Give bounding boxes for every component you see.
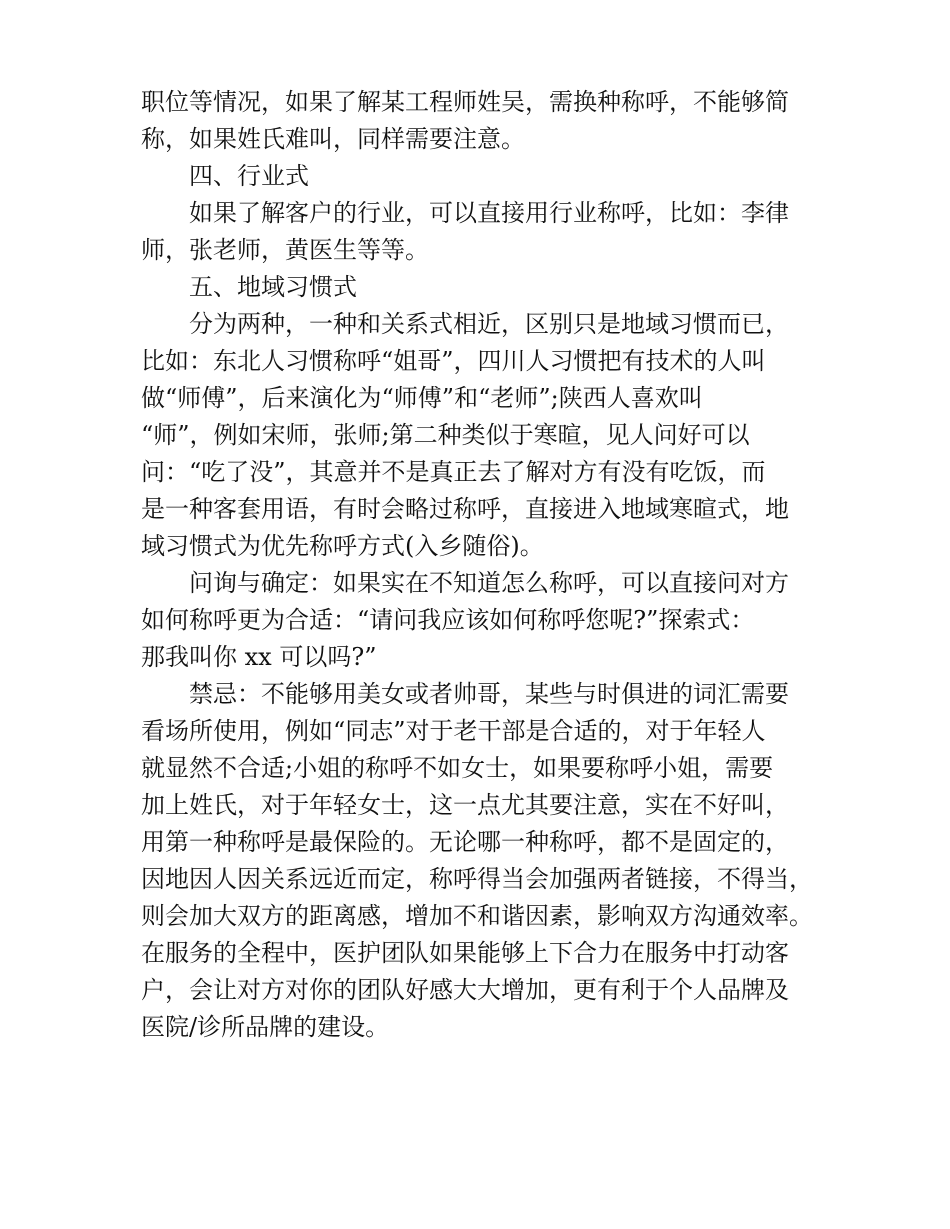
text-line: 看场所使用，例如“同志”对于老干部是合适的，对于年轻人	[141, 717, 766, 745]
text-line: 禁忌：不能够用美女或者帅哥，某些与时俱进的词汇需要	[189, 680, 789, 708]
text-line: 户，会让对方对你的团队好感大大增加，更有利于个人品牌及	[141, 976, 789, 1004]
text-line: 比如：东北人习惯称呼“姐哥”，四川人习惯把有技术的人叫	[141, 347, 766, 375]
text-line: 问：“吃了没”，其意并不是真正去了解对方有没有吃饭，而	[141, 458, 766, 486]
text-line: 四、行业式	[189, 162, 309, 190]
text-line: 做“师傅”，后来演化为“师傅”和“老师”;陕西人喜欢叫	[141, 384, 703, 412]
text-line: 域习惯式为优先称呼方式(入乡随俗)。	[141, 532, 544, 560]
text-line: 职位等情况，如果了解某工程师姓吴，需换种称呼，不能够简	[141, 88, 789, 116]
text-line: 五、地域习惯式	[189, 273, 357, 301]
text-line: 因地因人因关系远近而定，称呼得当会加强两者链接，不得当，	[141, 865, 813, 893]
text-line: 问询与确定：如果实在不知道怎么称呼，可以直接问对方	[189, 569, 789, 597]
text-line: 那我叫你 xx 可以吗?”	[141, 643, 377, 671]
document-body	[141, 84, 831, 1046]
text-line: 则会加大双方的距离感，增加不和谐因素，影响双方沟通效率。	[141, 902, 813, 930]
text-line: “师”，例如宋师，张师;第二种类似于寒暄，见人问好可以	[141, 421, 750, 449]
text-line: 如果了解客户的行业，可以直接用行业称呼，比如：李律	[189, 199, 789, 227]
text-line: 加上姓氏，对于年轻女士，这一点尤其要注意，实在不好叫，	[141, 791, 789, 819]
text-line: 在服务的全程中，医护团队如果能够上下合力在服务中打动客	[141, 939, 789, 967]
text-line: 师，张老师，黄医生等等。	[141, 236, 429, 264]
text-line: 分为两种，一种和关系式相近，区别只是地域习惯而已，	[189, 310, 789, 338]
text-line: 医院/诊所品牌的建设。	[141, 1013, 390, 1041]
text-line: 是一种客套用语，有时会略过称呼，直接进入地域寒暄式，地	[141, 495, 789, 523]
text-line: 如何称呼更为合适：“请问我应该如何称呼您呢?”探索式：	[141, 606, 755, 634]
text-line: 用第一种称呼是最保险的。无论哪一种称呼，都不是固定的，	[141, 828, 789, 856]
text-line: 就显然不合适;小姐的称呼不如女士，如果要称呼小姐，需要	[141, 754, 774, 782]
text-line: 称，如果姓氏难叫，同样需要注意。	[141, 125, 525, 153]
